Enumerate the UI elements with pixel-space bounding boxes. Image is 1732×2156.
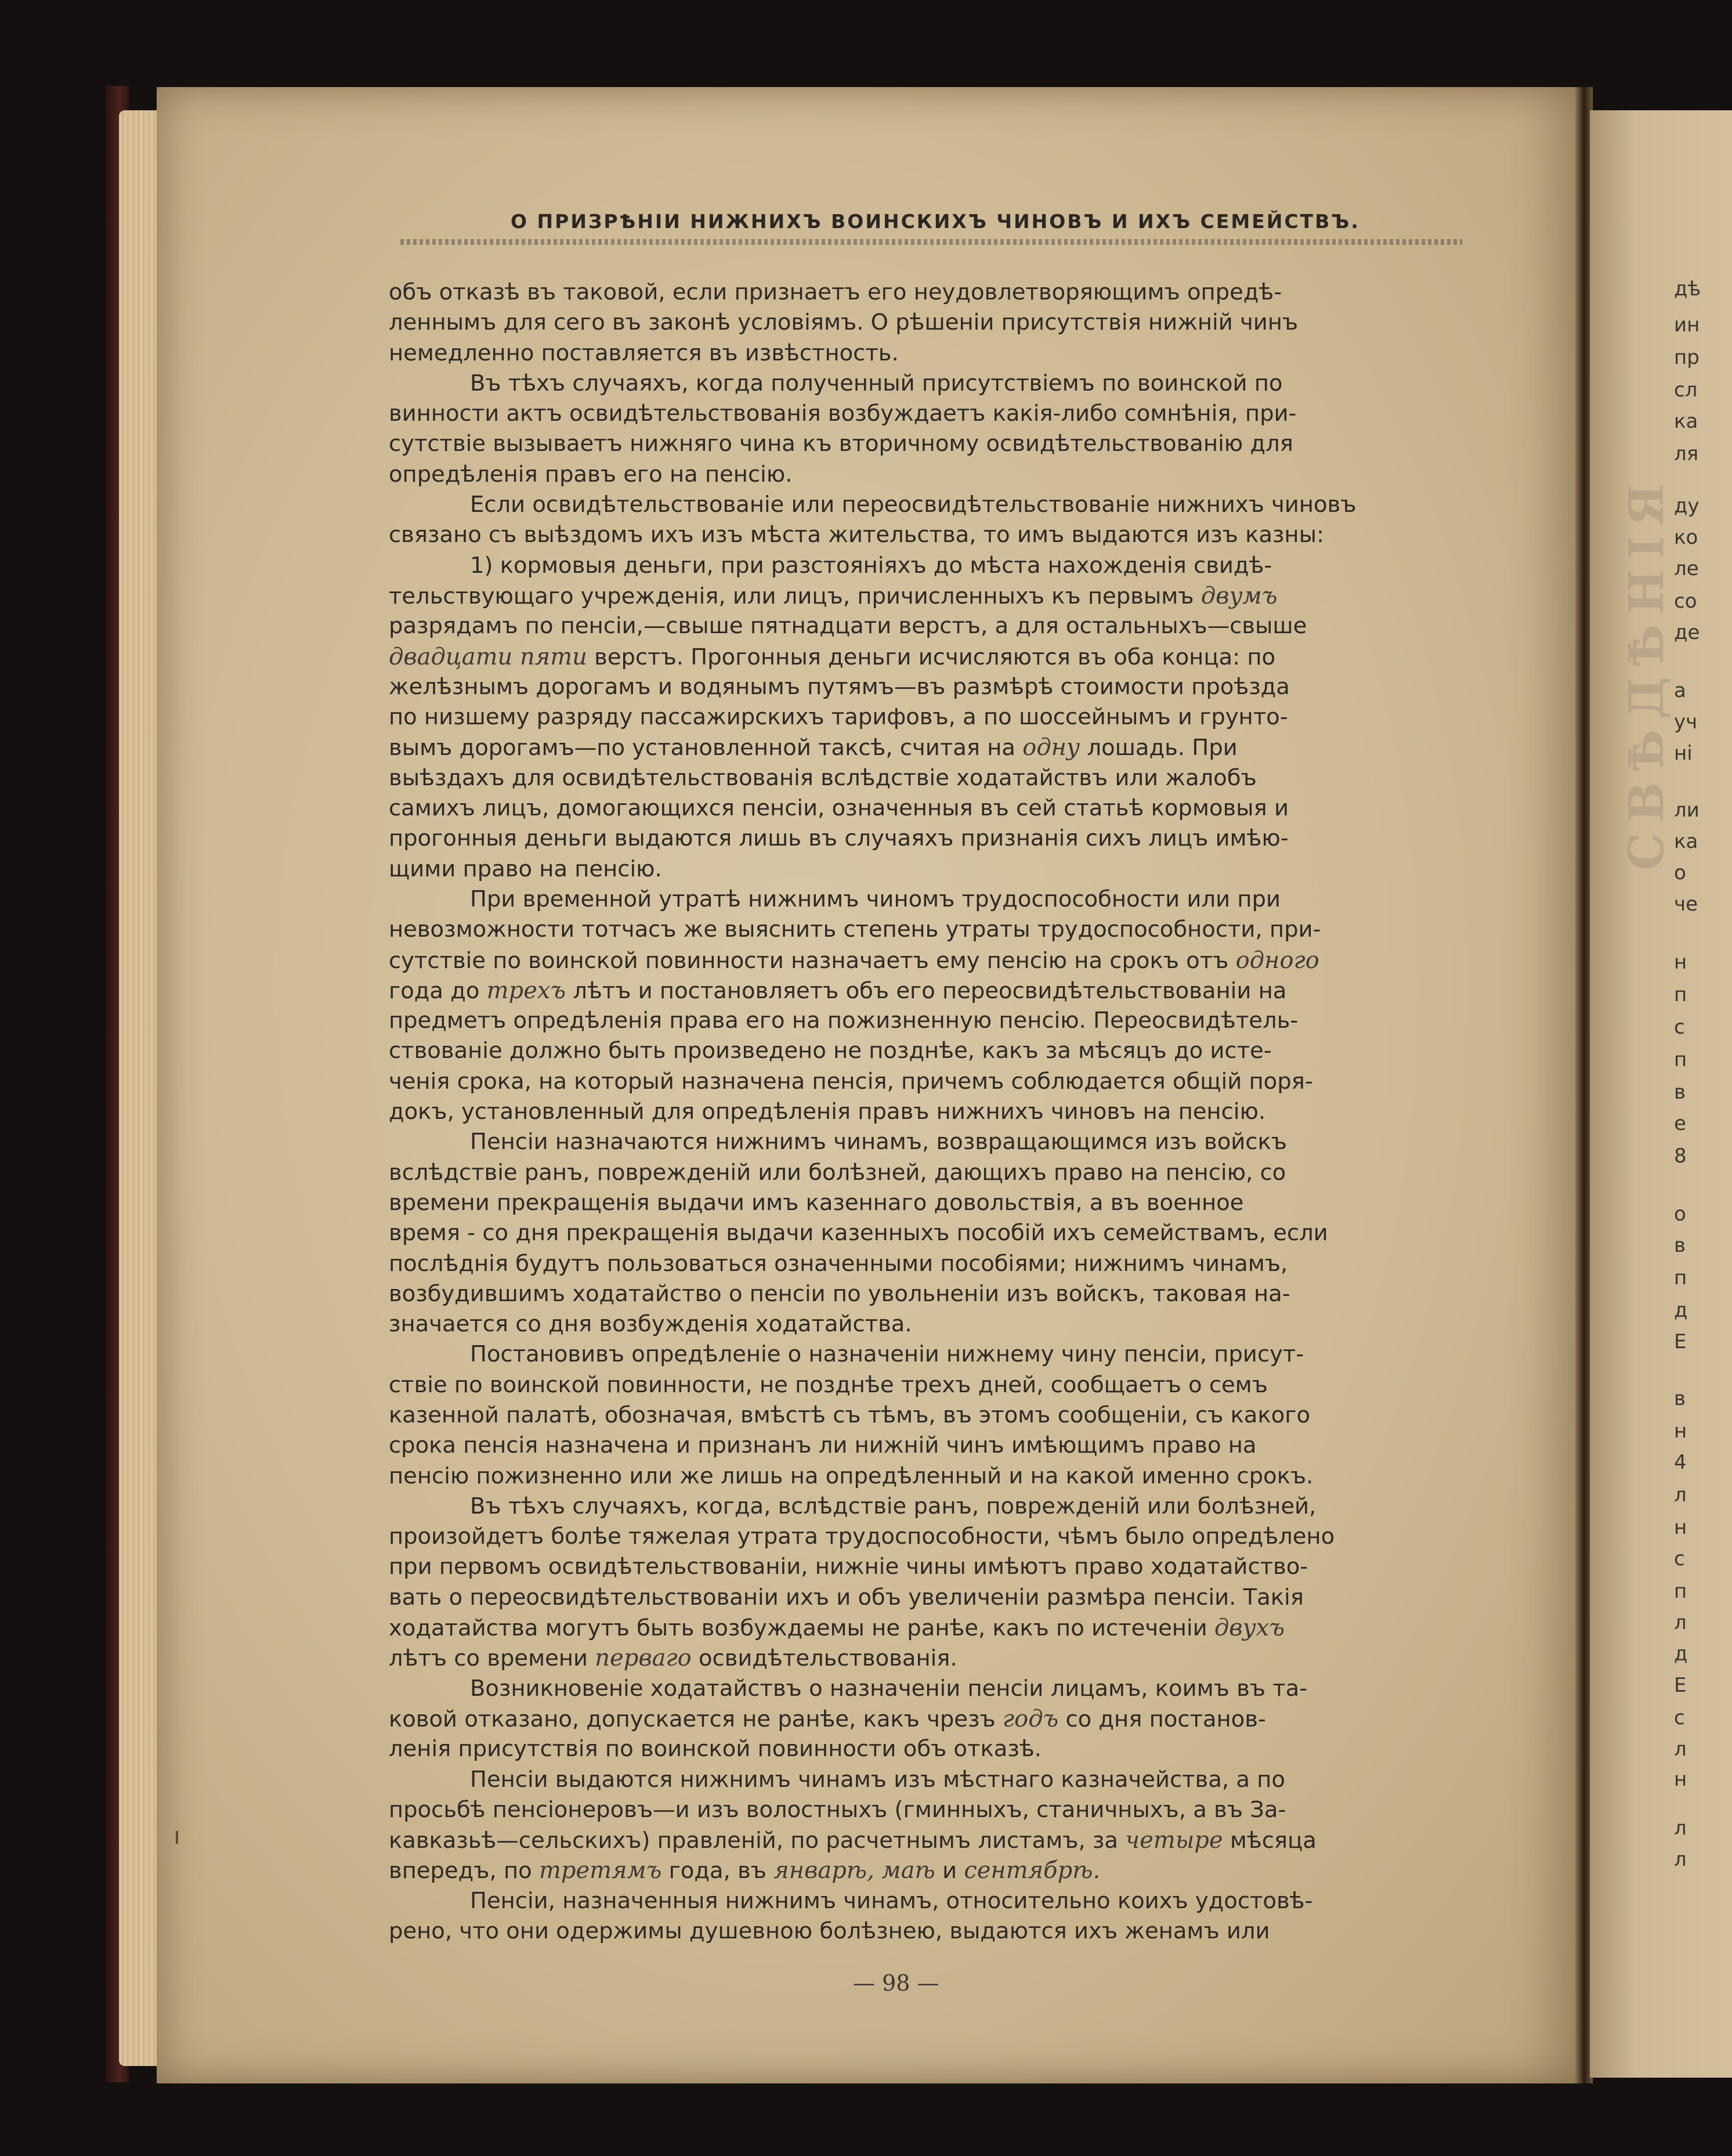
adjacent-page-fragment: л	[1674, 1848, 1687, 1871]
text-line	[389, 520, 1459, 550]
text-line	[389, 1734, 1459, 1764]
text-line	[389, 1067, 1459, 1097]
italic-word: третямъ	[538, 1857, 662, 1884]
adjacent-page-fragment: о	[1674, 1202, 1686, 1226]
adjacent-page-fragment: н	[1674, 1768, 1687, 1791]
text-line	[389, 1400, 1459, 1431]
text-run: прогонныя деньги выдаются лишь въ случаяхъ признанiя сихъ лицъ имѣю-	[389, 825, 1289, 852]
italic-word: одну	[1022, 734, 1080, 761]
text-run: произойдетъ болѣе тяжелая утрата трудоспособности, чѣмъ было опредѣлено	[389, 1523, 1335, 1550]
text-run: 1) кормовыя деньги, при разстоянiяхъ до мѣста нахожденiя свидѣ-	[470, 552, 1272, 579]
adjacent-page-fragment: в	[1674, 1081, 1686, 1104]
text-run: Пенсiи выдаются нижнимъ чинамъ изъ мѣстнаго казначейства, а по	[470, 1766, 1285, 1793]
adjacent-page-fragment: ка	[1674, 830, 1698, 853]
text-line	[389, 1097, 1459, 1127]
text-run: ствованiе должно быть произведено не позднѣе, какъ за мѣсяцъ до исте-	[389, 1038, 1272, 1064]
text-line	[389, 1855, 1459, 1886]
italic-word: сентябрѣ.	[964, 1857, 1101, 1884]
adjacent-page	[1590, 110, 1732, 2078]
text-run: объ отказѣ въ таковой, если признаетъ его неудовлетворяющимъ опредѣ-	[389, 279, 1282, 305]
italic-word: двадцати пяти	[389, 643, 587, 670]
text-line	[389, 1552, 1459, 1582]
adjacent-page-fragment: е	[1674, 1112, 1686, 1135]
text-line	[389, 1583, 1459, 1613]
page-number: — 98 —	[853, 1970, 939, 1996]
text-run: Постановивъ опредѣленiе о назначенiи нижнему чину пенсiи, присут-	[470, 1341, 1304, 1368]
text-line	[389, 1704, 1459, 1734]
text-run: немедленно поставляется въ извѣстность.	[389, 340, 899, 366]
adjacent-page-fragment: сл	[1674, 378, 1698, 402]
text-run: значается со дня возбужденiя ходатайства.	[389, 1311, 912, 1338]
adjacent-page-fragment: че	[1674, 893, 1698, 916]
adjacent-page-fragment: с	[1674, 1547, 1685, 1570]
text-run: ковой отказано, допускается не ранѣе, какъ чрезъ	[389, 1706, 1003, 1732]
text-line	[389, 1188, 1459, 1218]
adjacent-page-fragment: со	[1674, 590, 1697, 613]
adjacent-page-fragment: в	[1674, 1234, 1686, 1257]
text-run: освидѣтельствованiя.	[691, 1645, 957, 1672]
italic-word: годъ	[1002, 1705, 1059, 1732]
adjacent-page-fragment: в	[1674, 1387, 1686, 1410]
italic-word: двухъ	[1214, 1615, 1285, 1642]
text-line	[389, 1127, 1459, 1157]
text-line	[389, 945, 1459, 976]
text-line	[389, 672, 1459, 702]
text-line	[389, 976, 1459, 1006]
text-run: Пенсiи назначаются нижнимъ чинамъ, возвращающимся изъ войскъ	[470, 1129, 1287, 1155]
text-line	[389, 1795, 1459, 1825]
text-run: невозможности тотчасъ же выяснить степень утраты трудоспособности, при-	[389, 916, 1321, 943]
text-line	[389, 1886, 1459, 1916]
text-run: Возникновенiе ходатайствъ о назначенiи пенсiи лицамъ, коимъ въ та-	[470, 1675, 1308, 1702]
text-line	[389, 460, 1459, 490]
text-run: Въ тѣхъ случаяхъ, когда, вслѣдствiе ранъ, поврежденiй или болѣзней,	[470, 1493, 1317, 1519]
adjacent-page-fragment: п	[1674, 983, 1687, 1006]
text-run: вслѣдствiе ранъ, поврежденiй или болѣзней, дающихъ право на пенсiю, со	[389, 1159, 1286, 1186]
italic-word: трехъ	[486, 977, 566, 1004]
text-line	[389, 702, 1459, 732]
text-line	[389, 793, 1459, 824]
text-line	[389, 1249, 1459, 1279]
adjacent-page-fragment: л	[1674, 1738, 1687, 1761]
italic-word: одного	[1235, 947, 1319, 974]
text-line	[389, 854, 1459, 884]
text-run: время - со дня прекращенiя выдачи казенныхъ пособiй ихъ семействамъ, если	[389, 1220, 1328, 1247]
adjacent-page-fragment: с	[1674, 1706, 1685, 1729]
text-line	[389, 277, 1459, 308]
adjacent-page-fragment: пр	[1674, 346, 1700, 369]
text-run: возбудившимъ ходатайство о пенсiи по увольненiи изъ войскъ, таковая на-	[389, 1280, 1290, 1307]
adjacent-page-fragment: Е	[1674, 1330, 1687, 1353]
text-run: года, въ	[661, 1858, 774, 1884]
text-run: докъ, установленный для опредѣленiя правъ нижнихъ чиновъ на пенсiю.	[389, 1099, 1266, 1125]
text-line	[389, 551, 1459, 581]
text-run: рено, что они одержимы душевною болѣзнею, выдаются ихъ женамъ или	[389, 1918, 1270, 1945]
text-line	[389, 581, 1459, 611]
head-rule	[400, 239, 1462, 245]
text-line	[389, 1765, 1459, 1795]
text-line	[389, 642, 1459, 672]
adjacent-page-fragment: п	[1674, 1266, 1687, 1290]
adjacent-page-fragment: ле	[1674, 557, 1699, 580]
text-line	[389, 1218, 1459, 1248]
adjacent-page-fragment: Е	[1674, 1674, 1687, 1697]
text-run: казенной палатѣ, обозначая, вмѣстѣ съ тѣмъ, въ этомъ сообщенiи, съ какого	[389, 1402, 1310, 1428]
text-run: года до	[389, 977, 487, 1004]
text-run: выѣздахъ для освидѣтельствованiя вслѣдствiе ходатайствъ или жалобъ	[389, 764, 1257, 791]
text-line	[389, 1674, 1459, 1704]
adjacent-page-fragment: де	[1674, 621, 1700, 644]
italic-word: январѣ, маѣ	[773, 1857, 935, 1884]
adjacent-page-fragment: ин	[1674, 313, 1700, 337]
adjacent-page-fragment: л	[1674, 1483, 1687, 1507]
adjacent-page-fragment: 4	[1674, 1451, 1687, 1474]
text-line	[389, 1431, 1459, 1461]
text-run: срока пенсiя назначена и признанъ ли нижнiй чинъ имѣющимъ право на	[389, 1432, 1257, 1459]
text-line	[389, 1339, 1459, 1370]
text-run: ствiе по воинской повинности, не позднѣе трехъ дней, сообщаетъ о семъ	[389, 1371, 1268, 1398]
text-run: предметъ опредѣленiя права его на пожизненную пенсiю. Переосвидѣтель-	[389, 1007, 1299, 1034]
adjacent-page-fragment: н	[1674, 1516, 1687, 1539]
adjacent-page-fragment: п	[1674, 1580, 1687, 1603]
text-line	[389, 915, 1459, 945]
text-line	[389, 490, 1459, 520]
text-run: ходатайства могутъ быть возбуждаемы не ранѣе, какъ по истеченiи	[389, 1615, 1214, 1642]
adjacent-page-fragment: д	[1674, 1299, 1688, 1322]
text-run: впередъ, по	[389, 1858, 539, 1884]
text-run: пенсiю пожизненно или же лишь на опредѣленный и на какой именно срокъ.	[389, 1462, 1314, 1489]
adjacent-page-fragment: ка	[1674, 410, 1698, 433]
text-line	[389, 308, 1459, 338]
adjacent-page-fragment: л	[1674, 1611, 1687, 1634]
italic-word: двумъ	[1201, 582, 1278, 609]
text-line	[389, 1461, 1459, 1491]
adjacent-page-fragment: н	[1674, 1420, 1687, 1443]
text-line	[389, 1309, 1459, 1339]
text-line	[389, 824, 1459, 854]
text-run: по низшему разряду пассажирскихъ тарифовъ, а по шоссейнымъ и грунто-	[389, 704, 1288, 731]
adjacent-page-fragment: уч	[1674, 710, 1698, 734]
text-run: винности актъ освидѣтельствованiя возбуждаетъ какiя-либо сомнѣнiя, при-	[389, 400, 1297, 427]
margin-mark	[176, 1831, 178, 1844]
text-line	[389, 369, 1459, 399]
adjacent-page-fragment: л	[1674, 1816, 1687, 1840]
text-line	[389, 763, 1459, 793]
text-run: опредѣленiя правъ его на пенсiю.	[389, 461, 793, 487]
adjacent-page-fragment: с	[1674, 1016, 1685, 1039]
text-run: разрядамъ по пенсiи,—свыше пятнадцати верстъ, а для остальныхъ—свыше	[389, 613, 1307, 640]
text-run: лѣтъ и постановляетъ объ его переосвидѣтельствованiи на	[566, 977, 1287, 1004]
italic-word: четыре	[1125, 1827, 1223, 1854]
text-run: мѣсяца	[1223, 1828, 1317, 1854]
adjacent-page-fragment: 8	[1674, 1144, 1687, 1168]
text-run: лошадь. При	[1080, 735, 1238, 761]
text-line	[389, 732, 1459, 763]
text-run: тельствующаго учрежденiя, или лицъ, причисленныхъ къ первымъ	[389, 583, 1201, 609]
text-line	[389, 399, 1459, 429]
running-head: О ПРИЗРѢНIИ НИЖНИХЪ ВОИНСКИХЪ ЧИНОВЪ И ИХЪ СЕМЕЙСТВЪ.	[511, 210, 1360, 233]
adjacent-page-fragment: н	[1674, 951, 1687, 974]
text-run: верстъ. Прогонныя деньги исчисляются въ оба конца: по	[587, 644, 1276, 670]
adjacent-page-fragment: ко	[1674, 526, 1698, 549]
text-run: ченiя срока, на который назначена пенсiя, причемъ соблюдается общiй поря-	[389, 1068, 1313, 1095]
text-line	[389, 1916, 1459, 1946]
text-line	[389, 1279, 1459, 1309]
adjacent-page-fragment: а	[1674, 679, 1686, 702]
text-run: Пенсiи, назначенныя нижнимъ чинамъ, относительно коихъ удостовѣ-	[470, 1887, 1313, 1914]
adjacent-page-fragment: ля	[1674, 442, 1699, 465]
text-run: самихъ лицъ, домогающихся пенсiи, означенныя въ сей статьѣ кормовыя и	[389, 795, 1289, 822]
text-run: лѣтъ со времени	[389, 1645, 595, 1672]
text-line	[389, 1158, 1459, 1188]
text-run: Если освидѣтельствованiе или переосвидѣтельствованiе нижнихъ чиновъ	[470, 492, 1357, 518]
text-line	[389, 1522, 1459, 1552]
text-run: связано съ выѣздомъ ихъ изъ мѣста жительства, то имъ выдаются изъ казны:	[389, 522, 1324, 548]
text-run: Въ тѣхъ случаяхъ, когда полученный присутствiемъ по воинской по	[470, 370, 1283, 396]
text-run: послѣднiя будутъ пользоваться означенными пособiями; нижнимъ чинамъ,	[389, 1250, 1288, 1277]
adjacent-page-fragment: ли	[1674, 799, 1700, 822]
text-line	[389, 884, 1459, 915]
text-run: со дня постанов-	[1058, 1706, 1266, 1732]
adjacent-page-fragment: нi	[1674, 742, 1693, 765]
adjacent-page-fragment: о	[1674, 861, 1686, 884]
text-line	[389, 1643, 1459, 1673]
text-run: и	[935, 1858, 964, 1884]
text-run: времени прекращенiя выдачи имъ казеннаго довольствiя, а въ военное	[389, 1189, 1244, 1216]
text-line	[389, 611, 1459, 641]
adjacent-page-fragment: ду	[1674, 494, 1700, 518]
text-run: ленiя присутствiя по воинской повинности объ отказѣ.	[389, 1736, 1042, 1763]
italic-word: перваго	[595, 1645, 692, 1672]
text-run: вать о переосвидѣтельствованiи ихъ и объ увеличенiи размѣра пенсiи. Такiя	[389, 1584, 1304, 1610]
text-run: просьбѣ пенсiонеровъ—и изъ волостныхъ (гминныхъ, станичныхъ, а въ За-	[389, 1796, 1286, 1823]
text-run: кавказьѣ—сельскихъ) правленiй, по расчетнымъ листамъ, за	[389, 1828, 1126, 1854]
text-run: сутствiе по воинской повинности назначаетъ ему пенсiю на срокъ отъ	[389, 947, 1236, 974]
text-run: при первомъ освидѣтельствованiи, нижнiе чины имѣютъ право ходатайство-	[389, 1554, 1308, 1580]
body-text	[389, 277, 1459, 1946]
side-stamp: СВѢДѢНIЯ	[1619, 473, 1675, 871]
text-run: щими право на пенсiю.	[389, 855, 662, 882]
text-run: сутствiе вызываетъ нижняго чина къ вторичному освидѣтельствованiю для	[389, 431, 1293, 457]
text-line	[389, 1825, 1459, 1855]
adjacent-page-fragment: п	[1674, 1048, 1687, 1071]
text-line	[389, 1370, 1459, 1400]
text-line	[389, 1613, 1459, 1643]
text-line	[389, 1036, 1459, 1066]
text-run: вымъ дорогамъ—по установленной таксѣ, считая на	[389, 735, 1023, 761]
adjacent-page-fragment: дѣ	[1674, 277, 1701, 301]
text-line	[389, 429, 1459, 459]
text-line	[389, 1006, 1459, 1036]
adjacent-page-fragment: д	[1674, 1642, 1688, 1666]
text-run: леннымъ для сего въ законѣ условiямъ. О рѣшенiи присутствiя нижнiй чинъ	[389, 309, 1299, 336]
text-run: При временной утратѣ нижнимъ чиномъ трудоспособности или при	[470, 886, 1281, 912]
text-run: желѣзнымъ дорогамъ и водянымъ путямъ—въ размѣрѣ стоимости проѣзда	[389, 673, 1290, 700]
text-line	[389, 338, 1459, 369]
text-line	[389, 1491, 1459, 1522]
